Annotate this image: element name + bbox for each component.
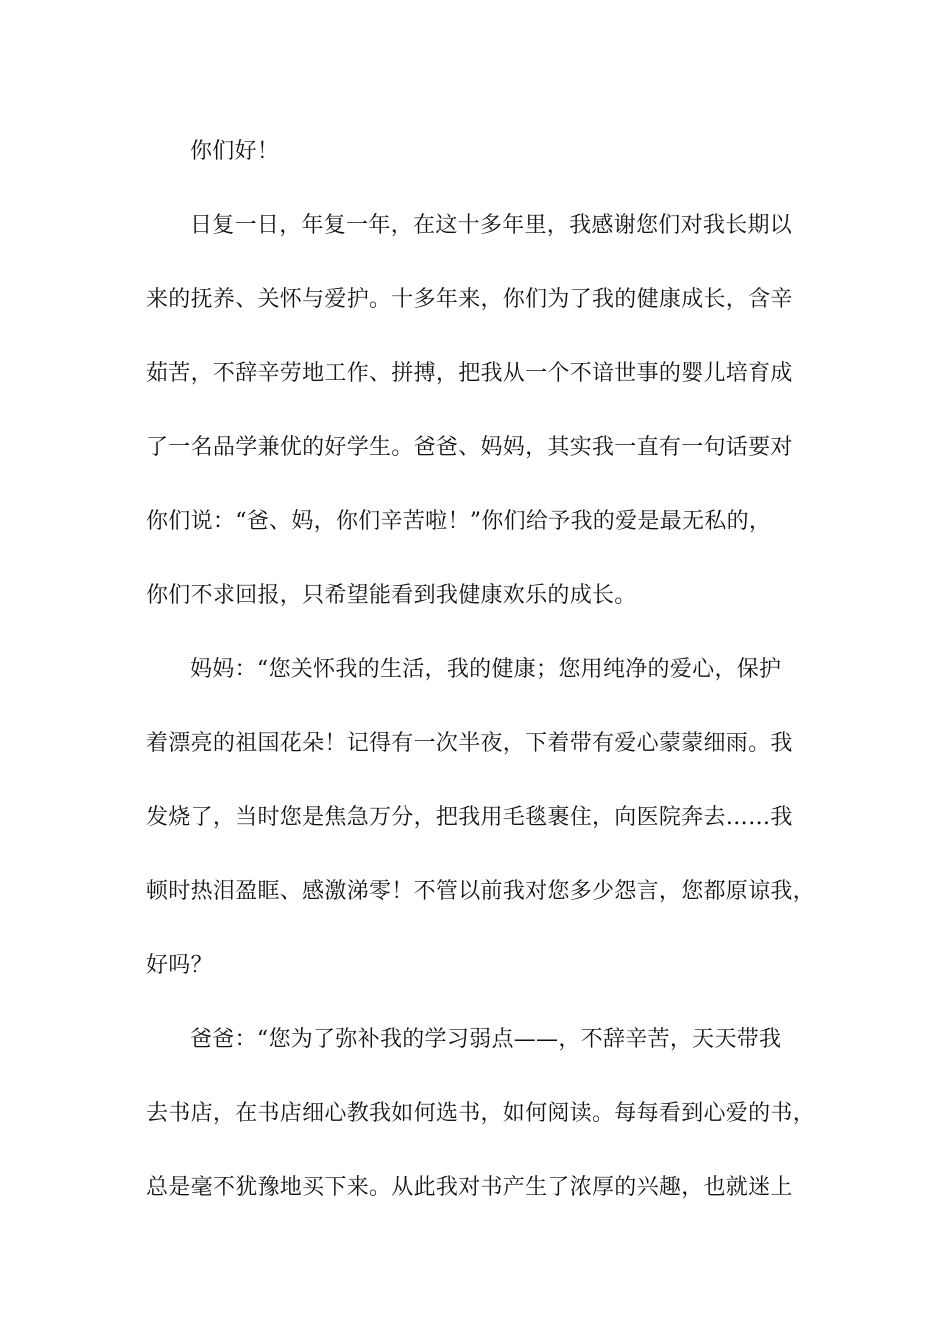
paragraph-3-line-3: 总是毫不犹豫地买下来。从此我对书产生了浓厚的兴趣，也就迷上 xyxy=(146,1175,793,1200)
paragraph-1-line-1: 日复一日，年复一年，在这十多年里，我感谢您们对我长期以 xyxy=(190,213,793,238)
paragraph-1-line-6: 你们不求回报，只希望能看到我健康欢乐的成长。 xyxy=(146,583,637,608)
paragraph-2-line-4: 顿时热泪盈眶、感激涕零！不管以前我对您多少怨言，您都原谅我， xyxy=(146,879,816,904)
paragraph-1-line-2: 来的抚养、关怀与爱护。十多年来，你们为了我的健康成长，含辛 xyxy=(146,287,793,312)
greeting-line: 你们好！ xyxy=(190,139,280,164)
paragraph-1-line-3: 茹苦，不辞辛劳地工作、拼搏，把我从一个不谙世事的婴儿培育成 xyxy=(146,361,793,386)
paragraph-1-line-5: 你们说：“爸、妈，你们辛苦啦！”你们给予我的爱是最无私的， xyxy=(146,509,772,534)
paragraph-2-line-2: 着漂亮的祖国花朵！记得有一次半夜，下着带有爱心蒙蒙细雨。我 xyxy=(146,731,793,756)
paragraph-1-line-4: 了一名品学兼优的好学生。爸爸、妈妈，其实我一直有一句话要对 xyxy=(146,435,793,460)
paragraph-2-line-1: 妈妈：“您关怀我的生活，我的健康；您用纯净的爱心，保护 xyxy=(190,657,782,682)
paragraph-2-line-5: 好吗？ xyxy=(146,953,213,978)
paragraph-3-line-2: 去书店，在书店细心教我如何选书，如何阅读。每每看到心爱的书， xyxy=(146,1101,816,1126)
paragraph-3-line-1: 爸爸：“您为了弥补我的学习弱点——，不辞辛苦，天天带我 xyxy=(190,1027,782,1052)
paragraph-2-line-3: 发烧了，当时您是焦急万分，把我用毛毯裹住，向医院奔去……我 xyxy=(146,805,793,830)
